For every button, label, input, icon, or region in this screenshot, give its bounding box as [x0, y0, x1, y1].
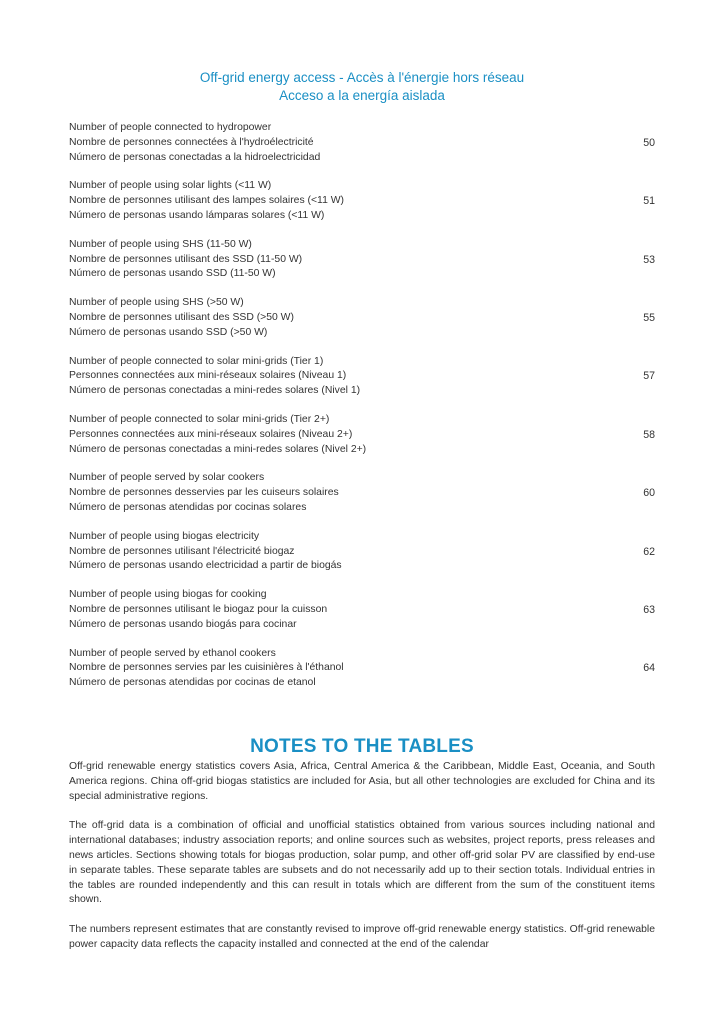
toc-entry-shs-over-50w[interactable] — [69, 296, 655, 354]
toc-entry-french: Nombre de personnes utilisant l'électricité biogaz — [69, 545, 295, 557]
table-of-contents — [69, 121, 655, 705]
toc-entry-spanish: Número de personas usando electricidad a partir de biogás — [69, 560, 342, 572]
toc-entry-spanish: Número de personas usando SSD (>50 W) — [69, 326, 268, 338]
toc-page-number: 60 — [643, 487, 655, 500]
toc-entry-french: Nombre de personnes desservies par les cuiseurs solaires — [69, 487, 339, 499]
toc-entry-french: Nombre de personnes utilisant des SSD (>50 W) — [69, 311, 294, 323]
notes-body — [69, 760, 655, 968]
toc-page-number: 50 — [643, 136, 655, 149]
toc-entry-french: Personnes connectées aux mini-réseaux solaires (Niveau 1) — [69, 370, 347, 382]
notes-paragraph: The off-grid data is a combination of official and unofficial statistics obtained from various sources including national and international databases; industry association reports; and online sources such as websites, project reports, press releases and news articles. Sections showing totals for biogas production, solar pump, and other off-grid solar PV are classified by end-use in separate tables. These separate tables are subsets and do not necessarily add up to their section totals. Individual entries in the tables are rounded independently and this can result in totals which are different from the sum of the constituent items shown. — [69, 820, 655, 906]
toc-entry-english: Number of people served by ethanol cookers — [69, 647, 276, 659]
toc-entry-ethanol-cookers[interactable] — [69, 647, 655, 705]
toc-entry-spanish: Número de personas usando SSD (11-50 W) — [69, 268, 276, 280]
toc-entry-solar-cookers[interactable] — [69, 471, 655, 529]
toc-entry-french: Personnes connectées aux mini-réseaux solaires (Niveau 2+) — [69, 428, 353, 440]
toc-entry-french: Nombre de personnes utilisant des SSD (11-50 W) — [69, 253, 303, 265]
toc-entry-english: Number of people using biogas electricity — [69, 530, 260, 542]
toc-entry-english: Number of people using biogas for cooking — [69, 589, 267, 601]
toc-entry-french: Nombre de personnes utilisant le biogaz pour la cuisson — [69, 603, 328, 615]
toc-entry-english: Number of people using SHS (11-50 W) — [69, 238, 252, 250]
toc-entry-spanish: Número de personas conectadas a mini-redes solares (Nivel 1) — [69, 385, 361, 397]
toc-entry-mini-grids-tier2[interactable] — [69, 413, 655, 471]
toc-entry-spanish: Número de personas atendidas por cocinas de etanol — [69, 677, 316, 689]
toc-page-number: 53 — [643, 253, 655, 266]
toc-entry-biogas-cooking[interactable] — [69, 588, 655, 646]
toc-entry-english: Number of people served by solar cookers — [69, 472, 265, 484]
toc-entry-french: Nombre de personnes utilisant des lampes solaires (<11 W) — [69, 195, 344, 207]
toc-entry-solar-lights[interactable] — [69, 179, 655, 237]
toc-page-number: 63 — [643, 603, 655, 616]
toc-entry-english: Number of people using SHS (>50 W) — [69, 297, 244, 309]
toc-entry-english: Number of people using solar lights (<11 W) — [69, 180, 272, 192]
section-title-line-2: Acceso a la energía aislada — [279, 88, 445, 103]
notes-heading: NOTES TO THE TABLES — [250, 736, 474, 757]
notes-paragraph: Off-grid renewable energy statistics covers Asia, Africa, Central America & the Caribbean, Middle East, Oceania, and South America regions. China off-grid biogas statistics are included for Asia, but all other technologies are excluded for China and its special administrative regions. — [69, 761, 655, 802]
toc-page-number: 58 — [643, 428, 655, 441]
toc-entry-shs-11-50w[interactable] — [69, 238, 655, 296]
toc-entry-english: Number of people connected to solar mini-grids (Tier 1) — [69, 355, 324, 367]
toc-entry-spanish: Número de personas conectadas a mini-redes solares (Nivel 2+) — [69, 443, 367, 455]
toc-page-number: 62 — [643, 545, 655, 558]
toc-entry-mini-grids-tier1[interactable] — [69, 355, 655, 413]
toc-entry-spanish: Número de personas atendidas por cocinas solares — [69, 501, 307, 513]
toc-entry-spanish: Número de personas usando lámparas solares (<11 W) — [69, 209, 325, 221]
toc-entry-french: Nombre de personnes connectées à l'hydroélectricité — [69, 136, 314, 148]
toc-entry-spanish: Número de personas usando biogás para cocinar — [69, 618, 297, 630]
toc-entry-spanish: Número de personas conectadas a la hidroelectricidad — [69, 151, 321, 163]
notes-paragraph: The numbers represent estimates that are constantly revised to improve off-grid renewable energy statistics. Off-grid renewable power capacity data reflects the capacity installed and connected at the end of the calendar — [69, 924, 655, 950]
toc-entry-english: Number of people connected to solar mini-grids (Tier 2+) — [69, 413, 330, 425]
toc-entry-hydropower[interactable] — [69, 121, 655, 179]
toc-page-number: 51 — [643, 195, 655, 208]
toc-page-number: 57 — [643, 370, 655, 383]
section-title-line-1: Off-grid energy access - Accès à l'énergie hors réseau — [199, 70, 525, 85]
toc-entry-biogas-electricity[interactable] — [69, 530, 655, 588]
toc-entry-english: Number of people connected to hydropower — [69, 122, 272, 133]
toc-entry-french: Nombre de personnes servies par les cuisinières à l'éthanol — [69, 662, 344, 674]
toc-page-number: 64 — [643, 662, 655, 675]
toc-page-number: 55 — [643, 311, 655, 324]
section-title — [0, 69, 724, 105]
